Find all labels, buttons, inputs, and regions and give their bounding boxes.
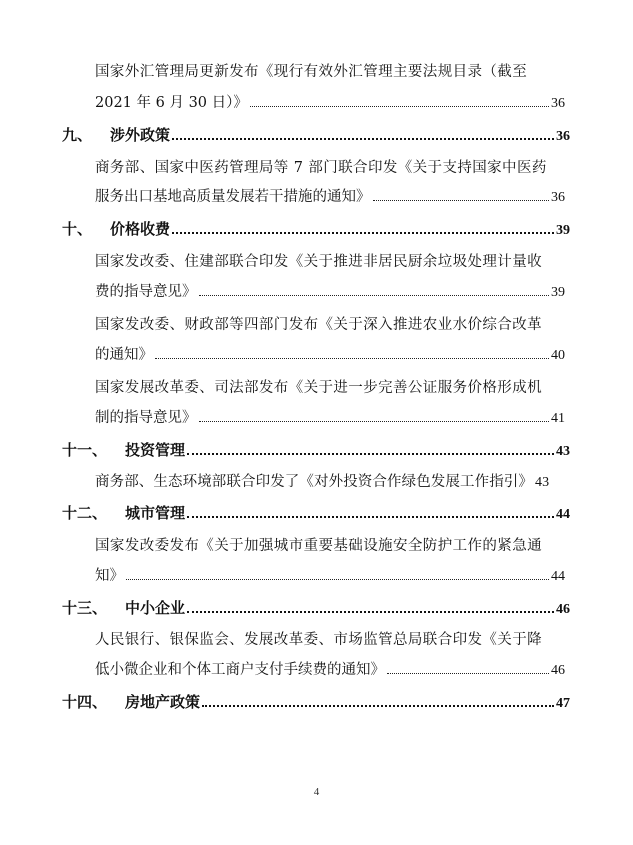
toc-entry-text: 人民银行、银保监会、发展改革委、市场监管总局联合印发《关于降: [95, 632, 542, 648]
leader-dots: [373, 199, 550, 201]
toc-entry-line[interactable]: [95, 187, 565, 208]
toc-entry-line: [95, 315, 559, 335]
toc-entry-line[interactable]: [95, 345, 565, 366]
toc-heading[interactable]: [62, 598, 570, 620]
toc-entry-text: 2021 年 6 月 30 日）》: [95, 95, 248, 111]
toc-heading[interactable]: [62, 440, 570, 462]
toc-heading[interactable]: [62, 503, 570, 525]
toc-heading[interactable]: [62, 219, 570, 241]
leader-dots: [155, 357, 549, 359]
heading-title: 价格收费: [110, 220, 171, 238]
heading-title: 投资管理: [125, 441, 186, 459]
heading-number: 十三、: [62, 599, 108, 617]
toc-entry-text: 商务部、国家中医药管理局等 7 部门联合印发《关于支持国家中医药: [95, 160, 547, 176]
toc-entry-text: 商务部、生态环境部联合印发了《对外投资合作绿色发展工作指引》: [95, 474, 533, 490]
leader-dots: [187, 515, 554, 518]
toc-entry-line: [95, 536, 559, 556]
toc-page-number: 40: [551, 348, 565, 363]
heading-number: 九、: [62, 126, 93, 144]
toc-page-number: 43: [556, 444, 570, 459]
footer-page-number: 4: [313, 786, 320, 798]
toc-page-number: 36: [551, 190, 565, 205]
toc-entry-line[interactable]: [95, 566, 565, 587]
toc-page-number: 46: [551, 663, 565, 678]
toc-entry-line[interactable]: [95, 282, 565, 303]
heading-number: 十一、: [62, 441, 108, 459]
leader-dots: [126, 578, 549, 580]
toc-entry-text: 国家发改委、财政部等四部门发布《关于深入推进农业水价综合改革: [95, 317, 542, 333]
toc-page-number: 47: [556, 696, 570, 711]
leader-dots: [199, 420, 550, 422]
toc-page-number: 39: [551, 285, 565, 300]
toc-entry-text: 的通知》: [95, 347, 153, 363]
toc-entry-text: 制的指导意见》: [95, 410, 197, 426]
toc-page-number: 36: [556, 129, 570, 144]
heading-title: 涉外政策: [110, 126, 171, 144]
toc-entry-text: 国家外汇管理局更新发布《现行有效外汇管理主要法规目录（截至: [95, 64, 528, 80]
toc-entry-text: 服务出口基地高质量发展若干措施的通知》: [95, 189, 371, 205]
toc-page-number: 41: [551, 411, 565, 426]
toc-entry-line: [95, 252, 559, 272]
leader-dots: [187, 452, 554, 455]
leader-dots: [172, 231, 554, 234]
toc-page-number: 44: [551, 569, 565, 584]
heading-title: 房地产政策: [125, 693, 201, 711]
toc-entry-text: 国家发展改革委、司法部发布《关于进一步完善公证服务价格形成机: [95, 380, 542, 396]
toc-entry-text: 费的指导意见》: [95, 284, 197, 300]
toc-entry-line[interactable]: [95, 408, 565, 429]
heading-title: 中小企业: [125, 599, 186, 617]
leader-dots: [199, 294, 550, 296]
heading-number: 十、: [62, 220, 93, 238]
toc-heading[interactable]: [62, 692, 570, 714]
leader-dots: [172, 137, 554, 140]
toc-entry-line: [95, 378, 559, 398]
leader-dots: [202, 704, 554, 707]
toc-entry-line[interactable]: [95, 93, 565, 114]
toc-entry-text: 知》: [95, 568, 124, 584]
leader-dots: [187, 610, 554, 613]
leader-dots: [387, 672, 549, 674]
toc-entry-text: 国家发改委发布《关于加强城市重要基础设施安全防护工作的紧急通: [95, 538, 542, 554]
heading-title: 城市管理: [125, 504, 186, 522]
toc-page-number: 46: [556, 602, 570, 617]
leader-dots: [250, 105, 549, 107]
toc-entry-line: [95, 158, 559, 178]
heading-number: 十四、: [62, 693, 108, 711]
toc-page-number: 43: [535, 475, 550, 490]
toc-heading[interactable]: [62, 125, 570, 147]
heading-number: 十二、: [62, 504, 108, 522]
toc-entry-line: [95, 62, 559, 82]
toc-page-number: 44: [556, 507, 570, 522]
toc-entry-line: [95, 630, 559, 650]
toc-entry-line[interactable]: [95, 660, 565, 681]
toc-entry-line[interactable]: [95, 472, 571, 493]
toc-entry-text: 国家发改委、住建部联合印发《关于推进非居民厨余垃圾处理计量收: [95, 254, 542, 270]
toc-page-number: 36: [551, 96, 565, 111]
toc-page-number: 39: [556, 223, 570, 238]
toc-entry-text: 低小微企业和个体工商户支付手续费的通知》: [95, 662, 385, 678]
